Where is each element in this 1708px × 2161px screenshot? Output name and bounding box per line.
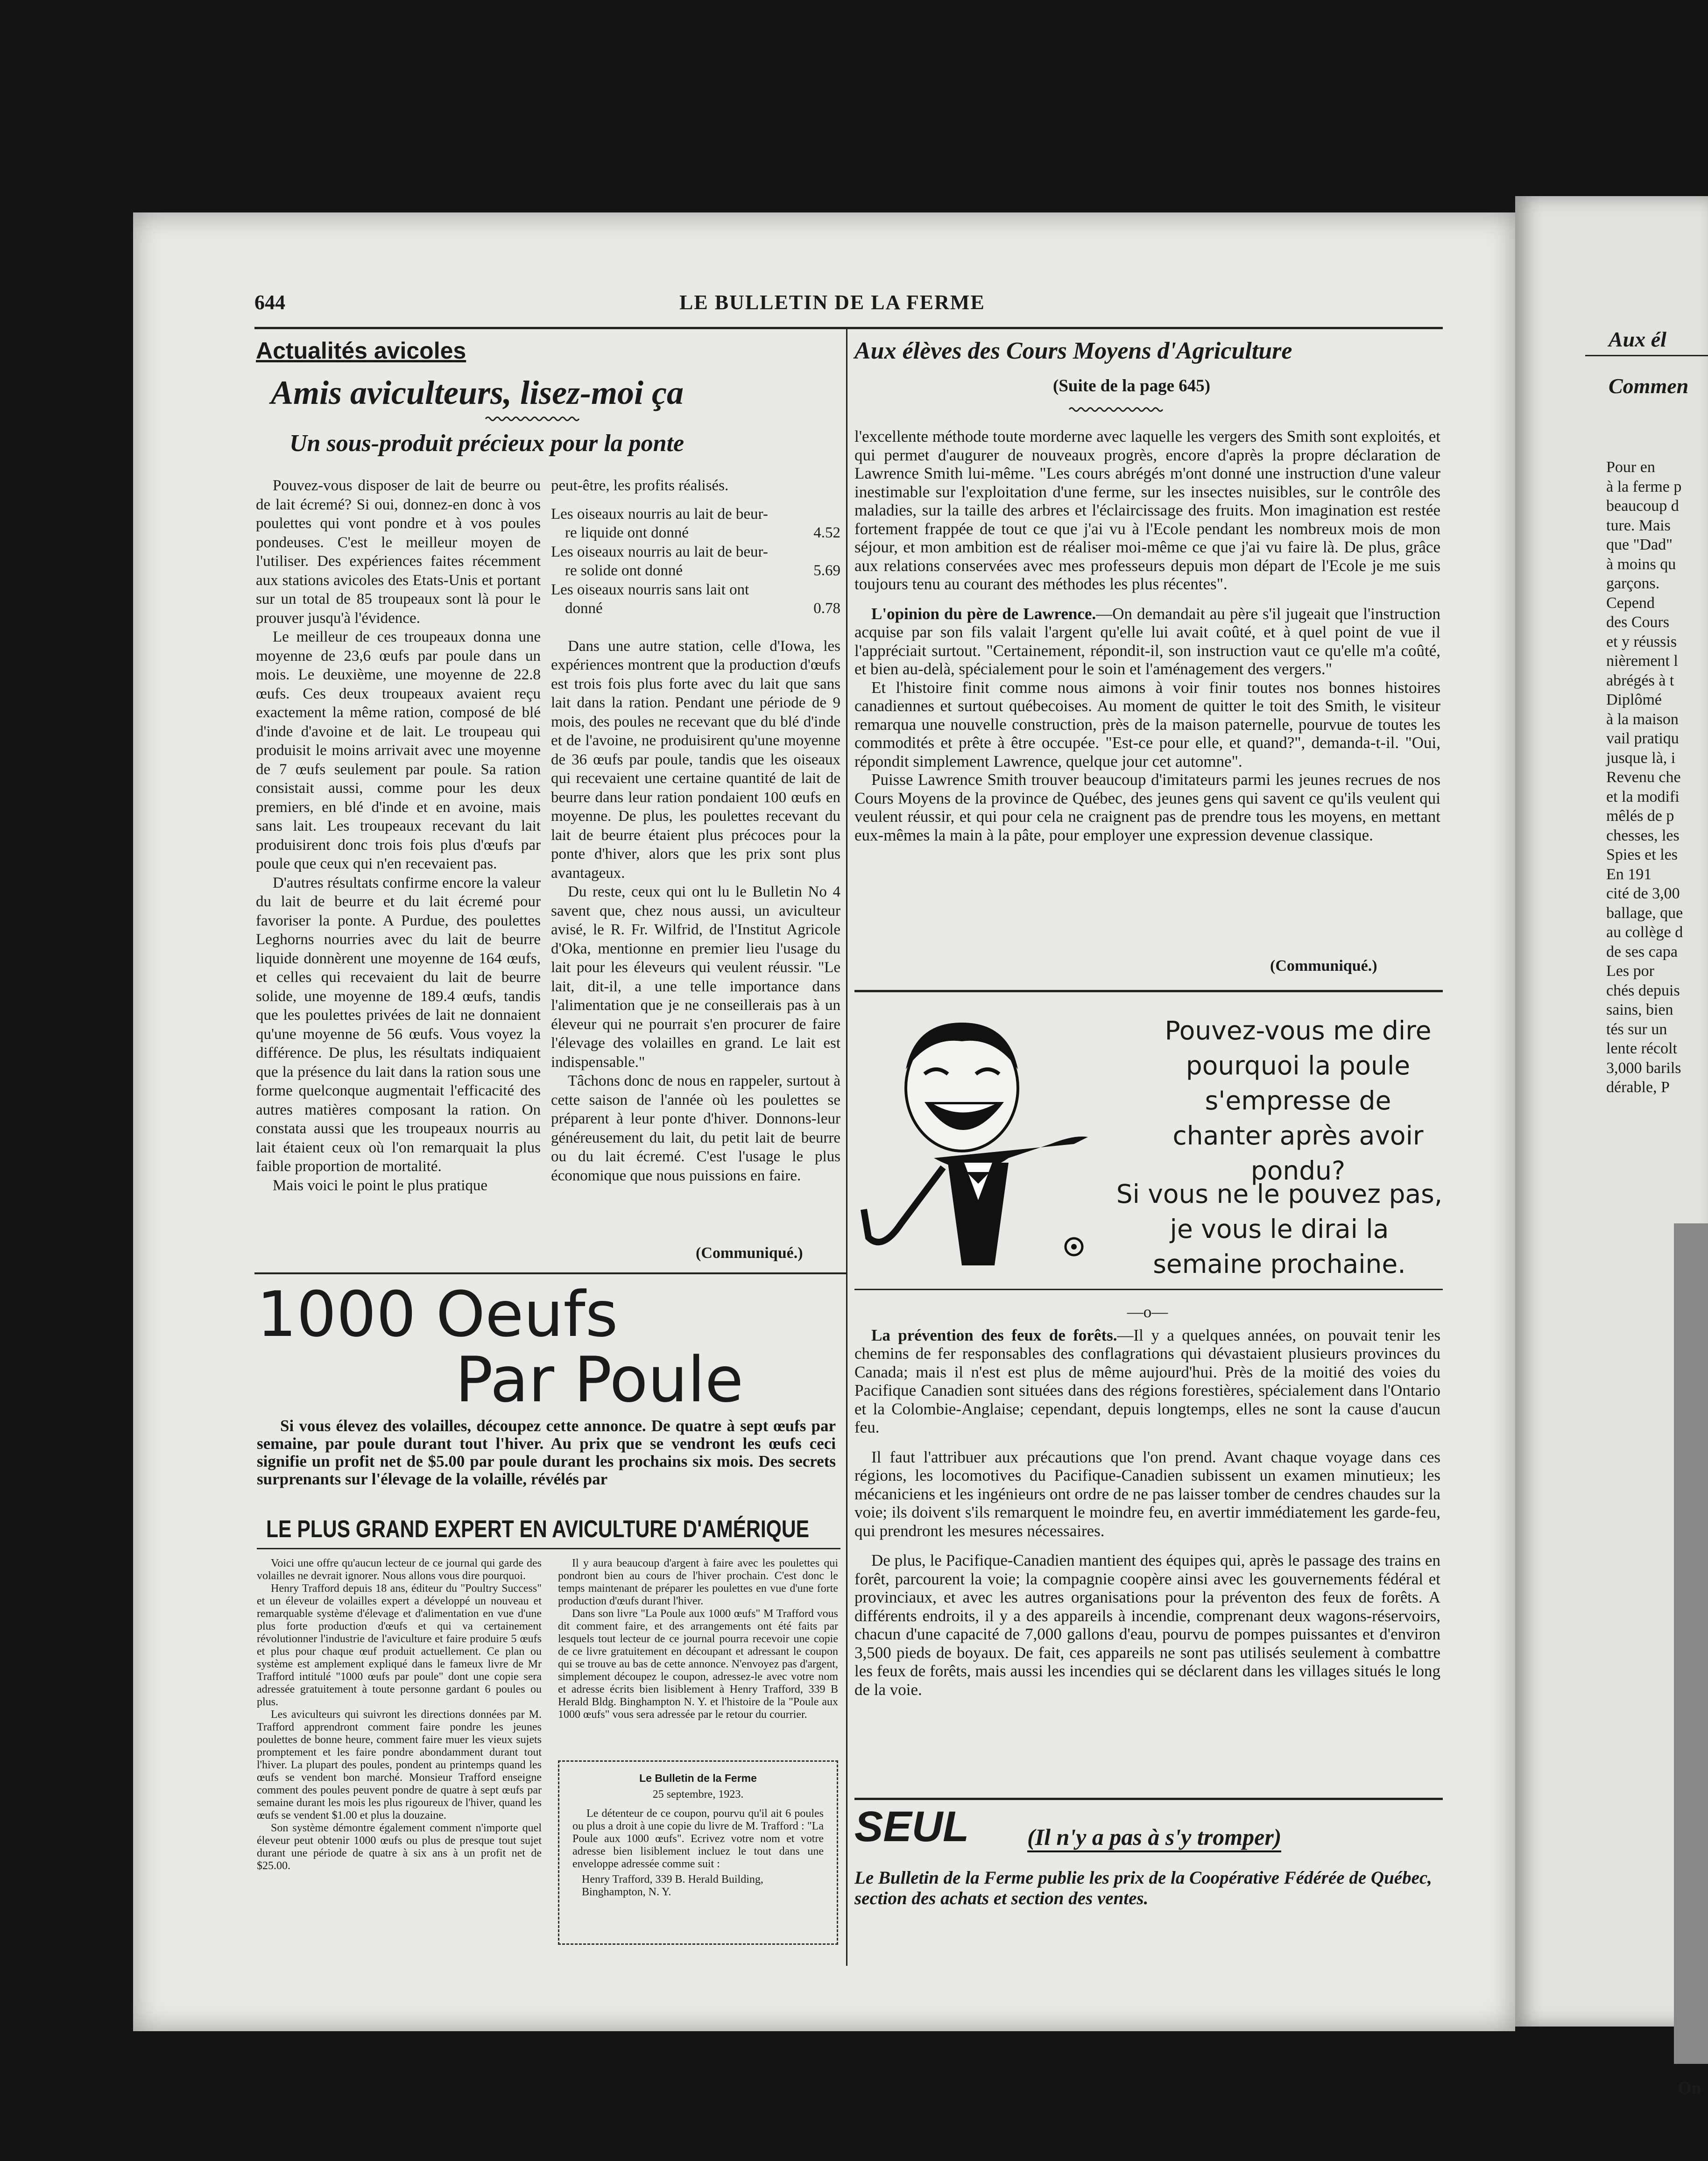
next-page-line: abrégés à t (1606, 671, 1674, 689)
paragraph: Pouvez-vous disposer de lait de beurre ou de lait écremé? Si oui, donnez-en donc à vos poulettes qui vont pondre et à vos poules pondeuses. C'est le meilleur moyen de l'utiliser. Des expériences faites récemment aux stations avicoles des Etats-Unis et portant sur un total de 85 troupeaux sont là pour le prouver jusqu'à l'évidence. (256, 477, 541, 627)
next-page-line: sains, bien (1606, 1001, 1673, 1018)
paragraph-lead: L'opinion du père de Lawrence. (871, 604, 1096, 623)
riddle-question: Pouvez-vous me dire pourquoi la poule s'empresse de chanter après avoir pondu? (1165, 1016, 1432, 1186)
paragraph: Et l'histoire finit comme nous aimons à voir finir toutes nos bonnes histoires canadiennes et surtout québecoises. Au moment de quitter le toit des Smith, le visiteur remarqua une nouvelle construction, près de la maison paternelle, pourvue de toutes les commodités et prête à être occupée. "Est-ce pour elle, et quand?", demanda-t-il. "Oui, répondit simplement Lawrence, quelque jour cet automne". (854, 678, 1440, 770)
next-page-line: mêlés de p (1606, 807, 1674, 825)
coupon-address-1: Henry Trafford, 339 B. Herald Building, (582, 1873, 763, 1886)
coupon-title: Le Bulletin de la Ferme (639, 1772, 757, 1784)
profit-table (551, 505, 840, 618)
seul-text: Le Bulletin de la Ferme publie les prix de la Coopérative Fédérée de Québec, section des achats et section des ventes. (854, 1868, 1432, 1908)
next-page-line: de ses capa (1606, 943, 1678, 960)
ad-column-a (257, 1557, 542, 1872)
next-page-line: à la ferme p (1606, 478, 1682, 495)
profit-label: Les oiseaux nourris au lait de beur- (551, 543, 768, 560)
paragraph: Tâchons donc de nous en rappeler, surtout à cette saison de l'année où les poulettes se préparent à leur ponte d'hiver. Donnons-leur généreusement du lait, du petit lait de beurre ou du lait écremé. C'est l'usage le plus économique que nous puissions en faire. (551, 1073, 840, 1184)
next-page-line: vail pratiqu (1606, 730, 1679, 747)
next-page-photo (1674, 1223, 1708, 2064)
profit-row (551, 543, 840, 580)
next-page-line: En 191 (1606, 865, 1652, 883)
laughing-man-illustration (854, 1004, 1116, 1284)
profit-label: Les oiseaux nourris au lait de beur- (551, 505, 768, 523)
paragraph: Il faut l'attribuer aux précautions que l'on prend. Avant chaque voyage dans ces régions, les locomotives du Pacifique-Canadien subissent un examen minutieux; les mécaniciens et les ingénieurs ont ordre de ne pas laisser tomber de cendres chaudes sur la voie; ils doivent s'ils remarquent le moindre feu, en avertir immédiatement les garde-feu, qui prendront les mesures nécessaires. (854, 1448, 1440, 1540)
fire-article (854, 1303, 1440, 1699)
paragraph-lead: La prévention des feux de forêts. (871, 1326, 1117, 1344)
coupon[interactable] (558, 1760, 838, 1945)
next-page-line: Spies et les (1606, 846, 1678, 863)
profit-value: 4.52 (813, 524, 840, 541)
next-page-line: ture. Mais (1606, 516, 1671, 534)
paragraph (854, 605, 1440, 678)
profit-value: 5.69 (813, 562, 840, 579)
next-page-line: chesses, les (1606, 826, 1680, 844)
paragraph: Dans une autre station, celle d'Iowa, les expériences montrent que la production d'œufs est trois fois plus forte avec du lait que sans lait dans la ration. Pendant une période de 9 mois, des poules ne recevant que du blé d'inde et de l'avoine, ne produisirent qu'une moyenne de 36 œufs par poule, tandis que les oiseaux qui recevaient une certaine quantité de lait de beurre dans leur ration pondaient 100 œufs en moyenne. De plus, les poulettes recevant du lait de beurre étaient plus précoces pour la ponte d'hiver, alors que les prix sont plus avantageux. (551, 637, 840, 882)
paragraph (854, 1326, 1440, 1437)
seul-subtitle: (Il n'y a pas à s'y tromper) (1027, 1823, 1281, 1852)
next-page-line: chés depuis (1606, 982, 1680, 999)
next-page-line: lente récolt (1606, 1040, 1677, 1057)
next-page-line: tés sur un (1606, 1020, 1667, 1038)
paragraph: Puisse Lawrence Smith trouver beaucoup d'imitateurs parmi les jeunes recrues de nos Cours Moyens de la province de Québec, des jeunes gens qui savent ce qu'ils veulent qui veulent réussir, et qui pour cela ne craignent pas de prendre tous les moyens, en mettant eux-mêmes la main à la pâte, pour employer une expression devenue classique. (854, 770, 1440, 844)
paragraph-text: —On demandait au père s'il jugeait que l'instruction acquise par son fils valait l'argent qu'elle lui avait coûté, et à quel point de vue il l'appréciait surtout. "Certainement, répondit-il, son instruction vaut ce qu'elle m'a coûté, et bien au-delà, spécialement pour le soin et l'aménagement des vergers." (854, 604, 1440, 678)
next-page-edge (1515, 196, 1708, 2098)
page-number: 644 (254, 291, 285, 314)
coupon-body: Le détenteur de ce coupon, pourvu qu'il ait 6 poules ou plus a droit à une copie du livre de M. Trafford : "La Poule aux 1000 œufs". Ecrivez votre nom et votre adresse bien lisiblement incluez le tout dans une enveloppe adressée comme suit : (572, 1808, 824, 1870)
next-page-line: à la maison (1606, 710, 1679, 728)
ad-title-2: Par Poule (455, 1343, 744, 1416)
next-page-line: Les por (1606, 962, 1654, 980)
profit-row (551, 505, 840, 543)
paragraph: Dans son livre "La Poule aux 1000 œufs" M Trafford vous dit comment faire, et des arrangements ont été faits par lesquels tout lecteur de ce journal pourra recevoir une copie de ce livre gratuitement en découpant et adressant le coupon qui se trouve au bas de cette annonce. N'envoyez pas d'argent, simplement découpez le coupon, adressez-le avec votre nom et adresse écrits bien lisiblement à Henry Trafford, 339 B Herald Bldg. Binghampton N. Y. et l'histoire de la "Poule aux 1000 œufs" vous sera adressée par le retour du courrier. (558, 1608, 838, 1721)
right-article (854, 427, 1440, 844)
article-column-a (256, 476, 541, 1195)
wavy-ornament (486, 416, 579, 422)
next-page-line: garçons. (1606, 575, 1660, 592)
paragraph: Henry Trafford depuis 18 ans, éditeur du "Poultry Success" et un éleveur de volailles expert a développé un nouveau et remarquable système d'élevage et d'alimentation en vue d'une plus forte production d'œufs et qui va certainement révolutionner l'industrie de l'aviculture et faire produire 5 œufs et plus pour chaque œuf produit actuellement. Ce plan ou système est amplement expliqué dans le fameux livre de Mr Trafford intitulé "1000 œufs par poule" dont une copie sera adressée gratuitement à toute personne gardant 6 poules ou plus. (257, 1582, 542, 1708)
page-title: LE BULLETIN DE LA FERME (679, 291, 985, 314)
paragraph: D'autres résultats confirme encore la valeur du lait de beurre et du lait écremé pour favoriser la ponte. A Purdue, des poulettes Leghorns nourries avec du lait de beurre liquide donnèrent une moyenne de 164 œufs, et celles qui recevaient du lait de beurre solide, une moyenne de 189.4 œufs, tandis que les poulettes privées de lait ne donnaient qu'une moyenne de 56 œufs. Vous voyez la différence. De plus, les résultats indiquaient que la présence du lait dans la ration sous une forme quelconque augmentait l'efficacité des autres matières composant la ration. On constata aussi que les troupeaux nourris au lait étaient ceux où l'on remarquait la plus faible proportion de mortalité. (256, 874, 541, 1175)
next-page-line: 3,000 barils (1606, 1059, 1681, 1077)
seul-title: SEUL (854, 1803, 969, 1850)
paragraph: peut-être, les profits réalisés. (551, 477, 729, 494)
continued-from: (Suite de la page 645) (1053, 376, 1211, 395)
profit-label: re solide ont donné (565, 562, 683, 579)
rule (257, 1548, 840, 1549)
paragraph: Le meilleur de ces troupeaux donna une moyenne de 23,6 œufs par poule dans un mois. Le deuxième, une moyenne de 22.8 œufs. Ces deux troupeaux avaient reçu exactement la même ration, composé de blé d'inde d'avoine et de lait. Le troupeau qui produisit le moins arrivait avec une moyenne de 7 œufs seulement par poule. Sa ration consistait aussi, comme pour les deux premiers, en blé d'inde et en avoine, mais sans lait. Les troupeaux recevant du lait produisirent donc trois fois plus d'œufs par poule que ceux qui n'en recevaient pas. (256, 629, 541, 872)
profit-label: re liquide ont donné (565, 524, 689, 541)
paragraph: l'excellente méthode toute morderne avec laquelle les vergers des Smith sont exploités, et qui permet d'augurer de nouveaux progrès, encore d'après la propre déclaration de Lawrence Smith lui-même. "Les cours abrégés m'ont donné une instruction d'une valeur inestimable sur l'exploitation d'une ferme, sur les insectes nuisibles, sur le contrôle des maladies, sur la taille des arbres et l'éclaircissage des fruits. Mon imagination est restée fortement frappée de tout ce que j'ai vu à l'Ecole pendant les nombreux mois de mon séjour, et mon ambition est de réaliser moi-même ce que j'ai vu faire là. De plus, grâce aux relations conservées avec mes professeurs depuis mon départ de l'Ecole je me suis toujours tenu au courant des méthodes les plus récentes". (854, 427, 1440, 593)
rule (854, 1289, 1443, 1290)
profit-label: donné (565, 600, 603, 617)
header-rule (254, 327, 1443, 329)
next-page-line: des Cours (1606, 614, 1670, 631)
ad-title-1: 1000 Oeufs (257, 1278, 618, 1351)
next-page-line: que "Dad" (1606, 536, 1673, 553)
next-page-line: Diplômé (1606, 691, 1662, 708)
rule (854, 990, 1443, 992)
profit-value: 0.78 (813, 600, 840, 617)
next-page-line: à moins qu (1606, 555, 1676, 573)
riddle-answer: Si vous ne le pouvez pas, je vous le dirai la semaine prochaine. (1116, 1179, 1443, 1279)
subheadline: Un sous-produit précieux pour la ponte (289, 430, 685, 457)
paragraph: Du reste, ceux qui ont lu le Bulletin No 4 savent que, chez nous aussi, un aviculteur avisé, le R. Fr. Wilfrid, de l'Institut Agricole d'Oka, mentionne en premier lieu l'usage du lait pour les éleveurs qui veulent réussir. "Le lait, dit-il, a une telle importance dans l'alimentation que je ne conseillerais pas à un éleveur qui ne pourrait s'en procurer de faire l'élevage des volailles en grand. Le lait est indispensable." (551, 883, 840, 1071)
paragraph: Les aviculteurs qui suivront les directions données par M. Trafford apprendront comment faire pondre les jeunes poulettes de bonne heure, comment faire muer les vieux sujets promptement et les faire pondre abondamment durant tout l'hiver. La plupart des poules, pondent au printemps quand les œufs se vendent bon marché. Monsieur Trafford enseigne comment des poules peuvent pondre de quatre à sept œufs par semaine durant les mois les plus rigoureux de l'hiver, quand les œufs se vendent $1.00 et plus la douzaine. (257, 1709, 542, 1822)
profit-row (551, 580, 840, 618)
next-page-line: nièrement l (1606, 652, 1678, 670)
paragraph: Voici une offre qu'aucun lecteur de ce journal qui garde des volailles ne devrait ignorer. Nous allons vous dire pourquoi. (257, 1557, 542, 1582)
right-signature: (Communiqué.) (1270, 957, 1377, 975)
next-page-line: beaucoup d (1606, 497, 1679, 515)
next-page-text (1606, 458, 1683, 1097)
rule (254, 1272, 846, 1274)
paragraph: Mais voici le point le plus pratique (273, 1177, 488, 1194)
next-page-line: et la modifi (1606, 788, 1680, 805)
article-column-b (551, 476, 840, 1185)
profit-label: Les oiseaux nourris sans lait ont (551, 581, 749, 598)
ad-lead: Si vous élevez des volailles, découpez cette annonce. De quatre à sept œufs par semaine, par poule durant tout l'hiver. Au prix que se vendront les œufs ceci signifie un profit net de $5.00 par poule durant les prochains six mois. Des secrets surprenants sur l'élevage de la volaille, révélés par (257, 1417, 836, 1488)
coupon-address-2: Binghampton, N. Y. (582, 1886, 671, 1898)
ad-banner: LE PLUS GRAND EXPERT EN AVICULTURE D'AMÉRIQUE (266, 1516, 810, 1543)
rule (854, 1798, 1443, 1800)
next-page-line: Cepend (1606, 594, 1655, 612)
paragraph: Il y aura beaucoup d'argent à faire avec les poulettes qui pondront bien au cours de l'hiver prochain. C'est donc le temps maintenant de préparer les poulettes en vue d'une forte production d'œufs durant l'hiver. (558, 1557, 838, 1607)
next-page-headline-1: Aux él (1609, 327, 1666, 351)
paragraph-text: —Il y a quelques années, on pouvait tenir les chemins de fer responsables des conflagrations qui dévastaient plusieurs provinces du Canada; mais il n'est est plus de même aujourd'hui. Près de la moitié des voies du Pacifique Canadien sont situées dans des régions forestières, spécialement dans l'Ontario et la Colombie-Anglaise; cependant, depuis longtemps, elles ne sont la cause d'aucun feu. (854, 1326, 1440, 1436)
section-label: Actualités avicoles (256, 338, 466, 364)
paragraph: De plus, le Pacifique-Canadien mantient des équipes qui, après le passage des trains en forêt, parcourent la voie; la compagnie coopère ainsi avec les gouvernements fédéral et provinciaux, et avec les autres organisations pour la préventon des feux de forêts. A différents endroits, il y a des appareils à incendie, comprenant deux wagons-réservoirs, chacun d'une capacité de 7,000 gallons d'eau, pourvu de pompes puissantes et d'environ 3,500 pieds de boyaux. De fait, ces appareils ne sont pas utilisés seulement à combattre les feux de forêts, mais aussi les incendies qui se déclarent dans les villages situés le long de la voie. (854, 1551, 1440, 1699)
ad-column-b (558, 1557, 838, 1721)
right-headline: Aux élèves des Cours Moyens d'Agriculture (854, 338, 1292, 364)
next-page-headline-2: Commen (1609, 374, 1689, 398)
next-page-line: dérable, P (1606, 1079, 1670, 1096)
next-page-caption: On (1678, 2078, 1701, 2098)
next-page-line: et y réussis (1606, 633, 1677, 650)
separator: —o— (1127, 1303, 1168, 1321)
wavy-ornament (1069, 406, 1163, 413)
next-page-line: au collège d (1606, 924, 1683, 941)
headline: Amis aviculteurs, lisez-moi ça (271, 374, 684, 411)
next-page-line: ballage, que (1606, 904, 1683, 922)
next-page-line: jusque là, i (1606, 749, 1676, 767)
next-page-line: Revenu che (1606, 769, 1681, 786)
next-page-line: cité de 3,00 (1606, 885, 1680, 902)
next-page-line: Pour en (1606, 459, 1655, 476)
coupon-date: 25 septembre, 1923. (652, 1788, 744, 1801)
article-signature: (Communiqué.) (696, 1244, 803, 1262)
column-rule (846, 327, 847, 1966)
paragraph: Son système démontre également comment n'importe quel éleveur peut obtenir 1000 œufs ou plus de presque tout sujet durant une période de quatre à six ans à un profit net de $25.00. (257, 1822, 542, 1872)
